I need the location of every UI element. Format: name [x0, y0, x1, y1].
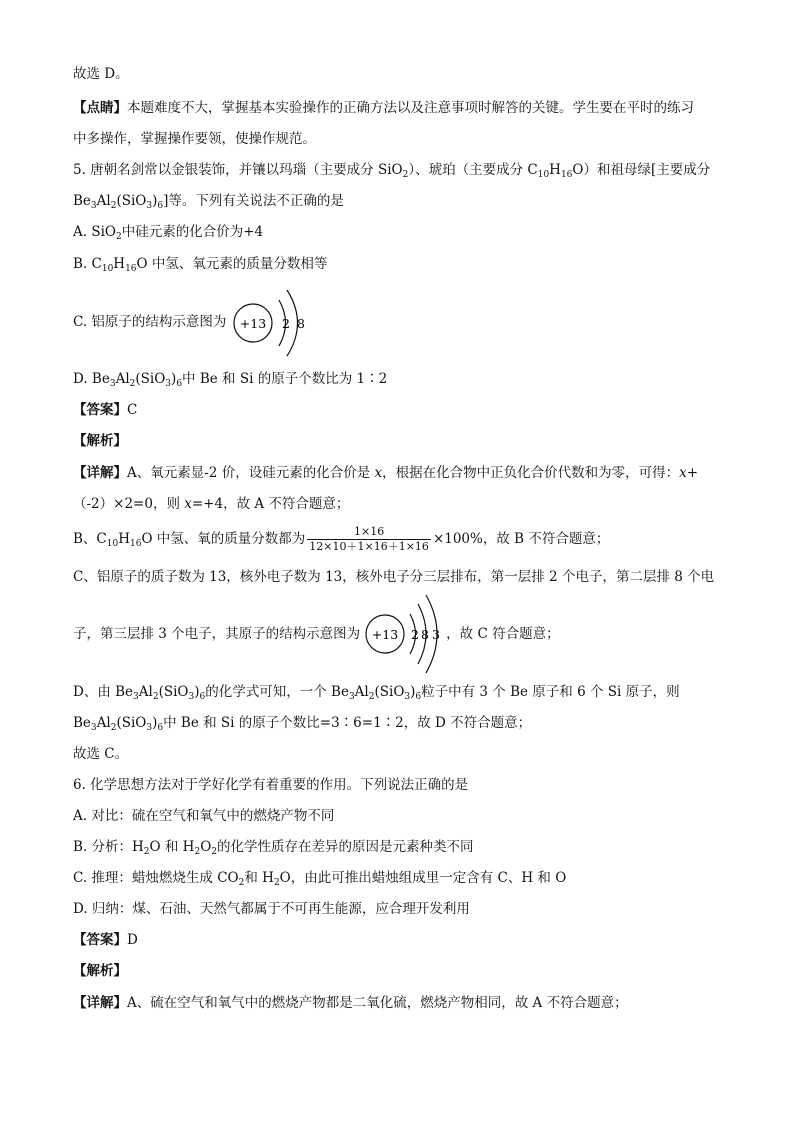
answer-5: 【答案】C — [73, 402, 138, 418]
answer-6: 【答案】D — [73, 932, 138, 948]
detail-6a: 【详解】A、硫在空气和氧气中的燃烧产物都是二氧化硫，燃烧产物相同，故 A 不符合题意； — [73, 995, 628, 1011]
aluminum-atom-diagram-1 — [232, 288, 312, 358]
mass-fraction-formula: $\frac{1\times 16}{12\times 10+1\times 16+1\times 16}$ — [309, 525, 429, 553]
detail-5c-line1: C、铝原子的质子数为 13，核外电子数为 13，核外电子分三层排布，第一层排 2 个电子，第二层排 8 个电 — [73, 569, 715, 585]
option-6d: D. 归纳：煤、石油、天然气都属于不可再生能源，应合理开发利用 — [73, 901, 470, 917]
question-6: 6. 化学思想方法对于学好化学有着重要的作用。下列说法正确的是 — [73, 777, 469, 793]
line-conclusion-d: 故选 D。 — [73, 66, 129, 82]
dianjing-line2: 中多操作，掌握操作要领，使操作规范。 — [73, 131, 316, 147]
shell-2-count: 8 — [421, 627, 429, 642]
option-5a: A. SiO$_2$中硅元素的化合价为+4 — [73, 224, 264, 242]
question-5-line2: $Be_3Al_2(SiO_3)_6$]等。下列有关说法不正确的是 — [73, 193, 344, 211]
option-6b: B. 分析：$H_2O$ 和 $H_2O_2$的化学性质存在差异的原因是元素种类不同 — [73, 839, 474, 857]
shell-1-count: 2 — [411, 627, 419, 642]
dianjing-line1: 【点睛】本题难度不大，掌握基本实验操作的正确方法以及注意事项时解答的关键。学生要在平时的练习 — [73, 100, 694, 116]
shell-2-count: 8 — [297, 316, 305, 331]
detail-5a-line2: （-2）×2=0，则 x=+4，故 A 不符合题意； — [73, 496, 350, 512]
option-6c: C. 推理：蜡烛燃烧生成 $CO_2$和 $H_2O$，由此可推出蜡烛组成里一定含有 C、H 和 O — [73, 870, 567, 888]
option-5d: D. $Be_3Al_2(SiO_3)_6$中 Be 和 Si 的原子个数比为 1∶2 — [73, 371, 388, 389]
nucleus-charge: +13 — [239, 316, 267, 331]
detail-5a-line1: 【详解】A、氧元素显-2 价，设硅元素的化合价是 x，根据在化合物中正负化合价代数和为零，可得：x+ — [73, 465, 699, 481]
option-6a: A. 对比：硫在空气和氧气中的燃烧产物不同 — [73, 808, 335, 824]
analysis-5-heading: 【解析】 — [73, 433, 127, 449]
option-5b: B. $C_{10}H_{16}O$ 中氢、氧元素的质量分数相等 — [73, 256, 328, 274]
shell-1-count: 2 — [282, 316, 290, 331]
detail-tag: 【详解】 — [73, 995, 127, 1011]
dianjing-tag: 【点睛】 — [73, 100, 127, 116]
question-5-line1: 5. 唐朝名剑常以金银装饰，并镶以玛瑙（主要成分 SiO$_2$）、琥珀（主要成分 $C_{10}H_{16}O$）和祖母绿[主要成分 — [73, 162, 711, 180]
shell-3-count: 3 — [432, 627, 440, 642]
conclusion-5: 故选 C。 — [73, 746, 129, 762]
answer-tag: 【答案】 — [73, 402, 127, 418]
aluminum-atom-diagram-2 — [364, 594, 454, 674]
detail-5d-line2: $Be_3Al_2(SiO_3)_6$中 Be 和 Si 的原子个数比=3∶6=1∶2，故 D 不符合题意； — [73, 715, 532, 733]
answer-tag: 【答案】 — [73, 932, 127, 948]
nucleus-charge: +13 — [371, 627, 399, 642]
analysis-6-heading: 【解析】 — [73, 963, 127, 979]
detail-5d-line1: D、由 $Be_3Al_2(SiO_3)_6$的化学式可知，一个 $Be_3Al_2(SiO_3)_6$粒子中有 3 个 Be 原子和 6 个 Si 原子，则 — [73, 684, 680, 702]
detail-5b: B、$C_{10}H_{16}O$ 中氢、氧的质量分数都为 $\frac{1\times 16}{12\times 10+1\times 16+1\times 16}$ ×100%，故 B 不符合题意； — [73, 525, 610, 553]
option-5c: C. 铝原子的结构示意图为 — [73, 314, 227, 330]
detail-5c-line2: 子，第三层排 3 个电子，其原子的结构示意图为 ，故 C 符合题意； — [73, 626, 560, 642]
detail-tag: 【详解】 — [73, 465, 127, 481]
